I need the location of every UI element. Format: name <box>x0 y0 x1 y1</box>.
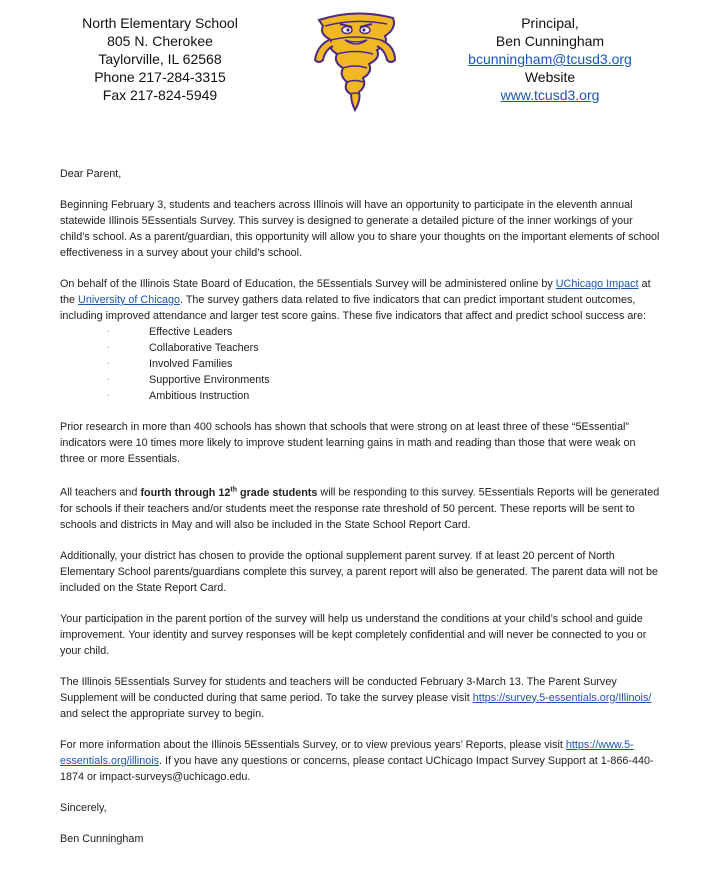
paragraph-8: For more information about the Illinois 5Essentials Survey, or to view previous years’ Reports, please visit https://www.5-essentials.org/illinois. If you have any questions or concerns, please contact UChicago Impact Survey Support at 1-866-440-1874 or impact-surveys@uchicago.edu. <box>60 738 654 783</box>
greeting: Dear Parent, <box>60 168 122 180</box>
website-link[interactable]: www.tcusd3.org <box>500 87 600 103</box>
paragraph-5: Additionally, your district has chosen to provide the optional supplement parent survey. If at least 20 percent of North Elementary School parents/guardians complete this survey, a parent report will also be generated. The parent data will not be included on the State Report Card. <box>60 549 658 594</box>
list-item: · Effective Leaders <box>107 326 233 338</box>
university-of-chicago-link[interactable]: University of Chicago <box>78 294 181 306</box>
paragraph-6: Your participation in the parent portion of the survey will help us understand the conditions at your child’s school and guide improvement. Your identity and survey responses will be kept completely confidential and will never be connected to you or your child. <box>60 612 647 657</box>
indicator-list <box>60 324 660 404</box>
principal-name: Ben Cunningham <box>495 33 605 49</box>
closing: Sincerely, <box>60 801 107 814</box>
school-name: North Elementary School <box>82 15 238 31</box>
paragraph-4: All teachers and fourth through 12th grade students will be responding to this survey. 5Essentials Reports will be generated for schools if their teachers and/or students meet the response rate threshold of 50 percent. These reports will be sent to schools and districts in May and will also be included in the State School Report Card. <box>60 486 660 531</box>
list-item: · Collaborative Teachers <box>107 342 259 354</box>
paragraph-2-text-b: at the <box>60 278 651 306</box>
school-fax: Fax 217-824-5949 <box>102 87 218 103</box>
bullet-icon: · <box>107 375 110 384</box>
letter-body <box>60 166 660 862</box>
bullet-icon: · <box>107 343 110 352</box>
list-item: · Supportive Environments <box>107 374 270 386</box>
tornado-mascot-logo <box>305 6 405 114</box>
paragraph-1: Beginning February 3, students and teachers across Illinois will have an opportunity to participate in the eleventh annual statewide Illinois 5Essentials Survey. This survey is designed to generate a detailed picture of the inner workings of your child’s school. As a parent/guardian, this opportunity will allow you to share your thoughts on the important elements of school effectiveness in a survey about your child’s school. <box>60 199 660 259</box>
paragraph-2-text-c: . The survey gathers data related to five indicators that can predict important student outcomes, including improved attendance and larger test score gains. These five indicators that affect and predict school success are: <box>60 294 646 322</box>
paragraph-7: The Illinois 5Essentials Survey for students and teachers will be conducted February 3-March 13. The Parent Survey Supplement will be conducted during that same period. To take the survey please visit https://survey.5-essentials.org/Illinois/ and select the appropriate survey to begin. <box>60 675 652 720</box>
bullet-icon: · <box>107 327 110 336</box>
paragraph-2 <box>60 276 660 324</box>
school-phone: Phone 217-284-3315 <box>94 69 226 85</box>
principal-block <box>450 14 650 104</box>
bold-text: fourth through 12th grade students <box>140 486 318 499</box>
school-city: Taylorville, IL 62568 <box>98 51 222 67</box>
school-street: 805 N. Cherokee <box>107 33 213 49</box>
principal-title: Principal, <box>521 15 579 31</box>
list-item: · Ambitious Instruction <box>107 390 250 402</box>
principal-email-link[interactable]: bcunningham@tcusd3.org <box>468 51 632 67</box>
list-item: · Involved Families <box>107 358 233 370</box>
website-label: Website <box>524 69 576 85</box>
paragraph-2-text-a: On behalf of the Illinois State Board of Education, the 5Essentials Survey will be administered online by <box>60 278 556 290</box>
essentials-info-link[interactable]: https://www.5-essentials.org/illinois <box>60 738 634 767</box>
uchicago-impact-link[interactable]: UChicago Impact <box>555 278 639 290</box>
survey-link[interactable]: https://survey.5-essentials.org/Illinois/ <box>472 691 652 704</box>
paragraph-3: Prior research in more than 400 schools has shown that schools that were strong on at least three of these “5Essential” indicators were 10 times more likely to improve student learning gains in math and reading than those that were weak on three or more Essentials. <box>60 421 636 465</box>
signature: Ben Cunningham <box>60 832 144 845</box>
bullet-icon: · <box>107 391 110 400</box>
school-address-block <box>60 14 260 104</box>
bullet-icon: · <box>107 359 110 368</box>
